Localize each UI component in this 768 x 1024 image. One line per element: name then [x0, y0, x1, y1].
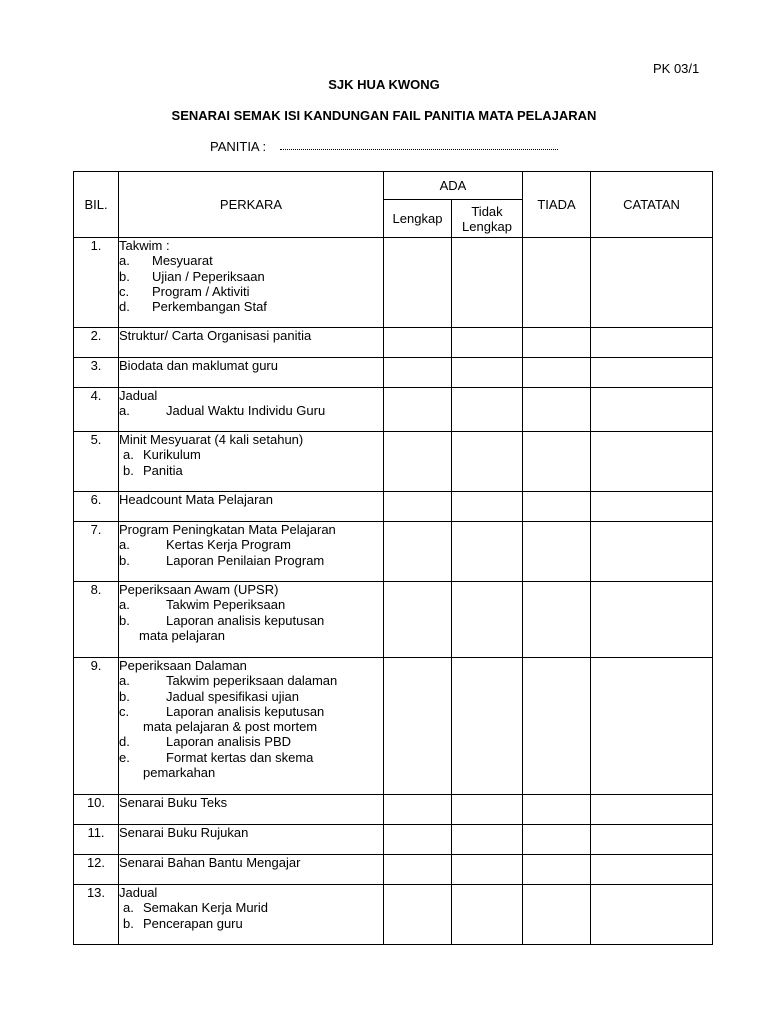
table-row	[74, 855, 713, 885]
check-tidak-lengkap-cell[interactable]	[452, 825, 523, 855]
check-tiada-cell[interactable]	[523, 582, 591, 658]
check-lengkap-cell[interactable]	[384, 238, 452, 328]
catatan-cell[interactable]	[591, 388, 713, 432]
item-title: Senarai Bahan Bantu Mengajar	[119, 855, 301, 870]
sub-item-marker: d.	[119, 299, 130, 315]
table-row	[74, 885, 713, 945]
sub-item	[119, 253, 383, 268]
sub-item-text: Ujian / Peperiksaan	[152, 268, 265, 284]
check-lengkap-cell[interactable]	[384, 825, 452, 855]
catatan-cell[interactable]	[591, 492, 713, 522]
item-title: Peperiksaan Dalaman	[119, 658, 247, 673]
check-tiada-cell[interactable]	[523, 522, 591, 582]
row-item	[119, 522, 384, 582]
sub-item-continuation: mata pelajaran & post mortem	[143, 719, 318, 735]
sub-item	[119, 734, 383, 749]
check-tiada-cell[interactable]	[523, 658, 591, 795]
table-row	[74, 328, 713, 358]
table-row	[74, 492, 713, 522]
row-number: 5.	[74, 432, 119, 492]
row-number: 1.	[74, 238, 119, 328]
sub-item-text: Perkembangan Staf	[152, 299, 267, 315]
row-item	[119, 328, 384, 358]
check-lengkap-cell[interactable]	[384, 855, 452, 885]
check-tiada-cell[interactable]	[523, 855, 591, 885]
sub-item-text: Semakan Kerja Murid	[143, 900, 268, 916]
check-lengkap-cell[interactable]	[384, 582, 452, 658]
sub-item-text: Jadual Waktu Individu Guru	[166, 403, 326, 419]
sub-item	[119, 284, 383, 299]
sub-item-marker: a.	[119, 253, 130, 269]
row-number: 2.	[74, 328, 119, 358]
sub-item	[119, 553, 383, 568]
sub-item-text: Mesyuarat	[152, 253, 213, 269]
sub-item-marker: c.	[119, 283, 130, 299]
check-tiada-cell[interactable]	[523, 358, 591, 388]
row-item	[119, 885, 384, 945]
sub-item	[119, 537, 383, 552]
header-tidak-line2: Lengkap	[462, 218, 512, 234]
check-tiada-cell[interactable]	[523, 825, 591, 855]
check-tidak-lengkap-cell[interactable]	[452, 432, 523, 492]
sub-item-marker: b.	[119, 688, 130, 704]
check-tidak-lengkap-cell[interactable]	[452, 582, 523, 658]
sub-item-continuation: pemarkahan	[143, 765, 216, 781]
header-perkara: PERKARA	[119, 172, 384, 238]
checklist-table	[73, 171, 713, 945]
check-lengkap-cell[interactable]	[384, 522, 452, 582]
row-number: 12.	[74, 855, 119, 885]
check-tidak-lengkap-cell[interactable]	[452, 238, 523, 328]
check-lengkap-cell[interactable]	[384, 492, 452, 522]
sub-item	[119, 689, 383, 704]
check-lengkap-cell[interactable]	[384, 432, 452, 492]
item-title: Program Peningkatan Mata Pelajaran	[119, 522, 336, 537]
row-item	[119, 855, 384, 885]
table-row	[74, 825, 713, 855]
sub-item	[119, 403, 383, 418]
catatan-cell[interactable]	[591, 855, 713, 885]
header-lengkap: Lengkap	[384, 200, 452, 238]
header-tidak-lengkap	[452, 200, 523, 238]
item-title: Biodata dan maklumat guru	[119, 358, 278, 373]
row-item	[119, 238, 384, 328]
check-tidak-lengkap-cell[interactable]	[452, 358, 523, 388]
row-item	[119, 582, 384, 658]
sub-item-marker: a.	[119, 403, 130, 419]
sub-item	[119, 299, 383, 314]
check-lengkap-cell[interactable]	[384, 885, 452, 945]
form-reference-code: PK 03/1	[653, 61, 700, 76]
row-number: 6.	[74, 492, 119, 522]
check-tiada-cell[interactable]	[523, 388, 591, 432]
sub-item-text: Laporan analisis keputusan	[166, 703, 325, 719]
sub-item	[119, 750, 383, 765]
catatan-cell[interactable]	[591, 658, 713, 795]
sub-item-marker: b.	[119, 268, 130, 284]
sub-item-marker: e.	[119, 749, 130, 765]
check-tiada-cell[interactable]	[523, 432, 591, 492]
sub-item-text: Program / Aktiviti	[152, 283, 250, 299]
row-number: 3.	[74, 358, 119, 388]
sub-item	[119, 463, 383, 478]
sub-item-text: Panitia	[143, 462, 183, 478]
header-tidak-line1: Tidak	[471, 203, 503, 219]
sub-item	[119, 916, 383, 931]
check-lengkap-cell[interactable]	[384, 388, 452, 432]
check-tiada-cell[interactable]	[523, 238, 591, 328]
item-title: Senarai Buku Rujukan	[119, 825, 249, 840]
check-tidak-lengkap-cell[interactable]	[452, 658, 523, 795]
table-row	[74, 795, 713, 825]
sub-item	[119, 447, 383, 462]
row-number: 10.	[74, 795, 119, 825]
sub-item-text: Kertas Kerja Program	[166, 537, 291, 553]
row-number: 11.	[74, 825, 119, 855]
row-item	[119, 492, 384, 522]
sub-item-text: Format kertas dan skema	[166, 749, 314, 765]
document-title: SENARAI SEMAK ISI KANDUNGAN FAIL PANITIA MATA PELAJARAN	[171, 108, 597, 123]
row-item	[119, 388, 384, 432]
sub-item	[119, 673, 383, 688]
sub-item-marker: a.	[119, 537, 130, 553]
catatan-cell[interactable]	[591, 358, 713, 388]
item-title: Headcount Mata Pelajaran	[119, 492, 273, 507]
catatan-cell[interactable]	[591, 582, 713, 658]
panitia-fill-line[interactable]	[280, 149, 558, 150]
table-row	[74, 658, 713, 795]
sub-item-continuation: mata pelajaran	[139, 627, 225, 643]
sub-item-marker: d.	[119, 734, 130, 750]
check-tidak-lengkap-cell[interactable]	[452, 855, 523, 885]
row-item	[119, 825, 384, 855]
sub-item-text: Laporan Penilaian Program	[166, 552, 325, 568]
sub-item-marker: c.	[119, 703, 130, 719]
sub-item-text: Laporan analisis keputusan	[166, 612, 325, 628]
row-item	[119, 658, 384, 795]
check-tidak-lengkap-cell[interactable]	[452, 328, 523, 358]
table-row	[74, 432, 713, 492]
check-tiada-cell[interactable]	[523, 885, 591, 945]
check-tidak-lengkap-cell[interactable]	[452, 388, 523, 432]
table-body	[74, 238, 713, 945]
item-title: Struktur/ Carta Organisasi panitia	[119, 328, 312, 343]
sub-item-text: Takwim peperiksaan dalaman	[166, 673, 338, 689]
catatan-cell[interactable]	[591, 522, 713, 582]
row-number: 8.	[74, 582, 119, 658]
sub-item	[119, 704, 383, 719]
sub-item	[119, 269, 383, 284]
sub-item-text: Jadual spesifikasi ujian	[166, 688, 299, 704]
sub-item-text: Laporan analisis PBD	[166, 734, 292, 750]
table-row	[74, 582, 713, 658]
sub-item-marker: b.	[123, 915, 134, 931]
check-tiada-cell[interactable]	[523, 795, 591, 825]
row-number: 9.	[74, 658, 119, 795]
sub-item-text: Pencerapan guru	[143, 915, 243, 931]
check-lengkap-cell[interactable]	[384, 328, 452, 358]
row-number: 7.	[74, 522, 119, 582]
catatan-cell[interactable]	[591, 328, 713, 358]
row-item	[119, 795, 384, 825]
catatan-cell[interactable]	[591, 432, 713, 492]
sub-item-marker: b.	[123, 462, 134, 478]
table-row	[74, 522, 713, 582]
sub-item	[119, 613, 383, 628]
catatan-cell[interactable]	[591, 885, 713, 945]
table-header	[74, 172, 713, 238]
check-tidak-lengkap-cell[interactable]	[452, 522, 523, 582]
row-number: 13.	[74, 885, 119, 945]
check-tidak-lengkap-cell[interactable]	[452, 885, 523, 945]
sub-item-marker: a.	[123, 447, 134, 463]
header-bil: BIL.	[74, 172, 119, 238]
row-number: 4.	[74, 388, 119, 432]
check-lengkap-cell[interactable]	[384, 358, 452, 388]
sub-item-marker: a.	[119, 673, 130, 689]
sub-item	[119, 597, 383, 612]
item-title: Senarai Buku Teks	[119, 795, 228, 810]
sub-item-marker: b.	[119, 612, 130, 628]
sub-item-marker: a.	[119, 597, 130, 613]
catatan-cell[interactable]	[591, 825, 713, 855]
sub-item-marker: b.	[119, 552, 130, 568]
panitia-label: PANITIA :	[210, 139, 267, 154]
table-row	[74, 388, 713, 432]
item-title: Jadual	[119, 388, 158, 403]
check-tiada-cell[interactable]	[523, 328, 591, 358]
item-title: Takwim :	[119, 238, 170, 253]
row-item	[119, 432, 384, 492]
sub-item-text: Takwim Peperiksaan	[166, 597, 286, 613]
catatan-cell[interactable]	[591, 795, 713, 825]
catatan-cell[interactable]	[591, 238, 713, 328]
sub-item	[119, 900, 383, 915]
table-row	[74, 358, 713, 388]
row-item	[119, 358, 384, 388]
item-title: Minit Mesyuarat (4 kali setahun)	[119, 432, 304, 447]
header-ada: ADA	[384, 172, 523, 200]
header-catatan: CATATAN	[591, 172, 713, 238]
sub-item-marker: a.	[123, 900, 134, 916]
table-row	[74, 238, 713, 328]
item-title: Jadual	[119, 885, 158, 900]
check-lengkap-cell[interactable]	[384, 658, 452, 795]
check-tidak-lengkap-cell[interactable]	[452, 492, 523, 522]
school-name: SJK HUA KWONG	[328, 77, 440, 92]
header-tiada: TIADA	[523, 172, 591, 238]
item-title: Peperiksaan Awam (UPSR)	[119, 582, 279, 597]
sub-item-text: Kurikulum	[143, 447, 201, 463]
check-lengkap-cell[interactable]	[384, 795, 452, 825]
check-tiada-cell[interactable]	[523, 492, 591, 522]
check-tidak-lengkap-cell[interactable]	[452, 795, 523, 825]
